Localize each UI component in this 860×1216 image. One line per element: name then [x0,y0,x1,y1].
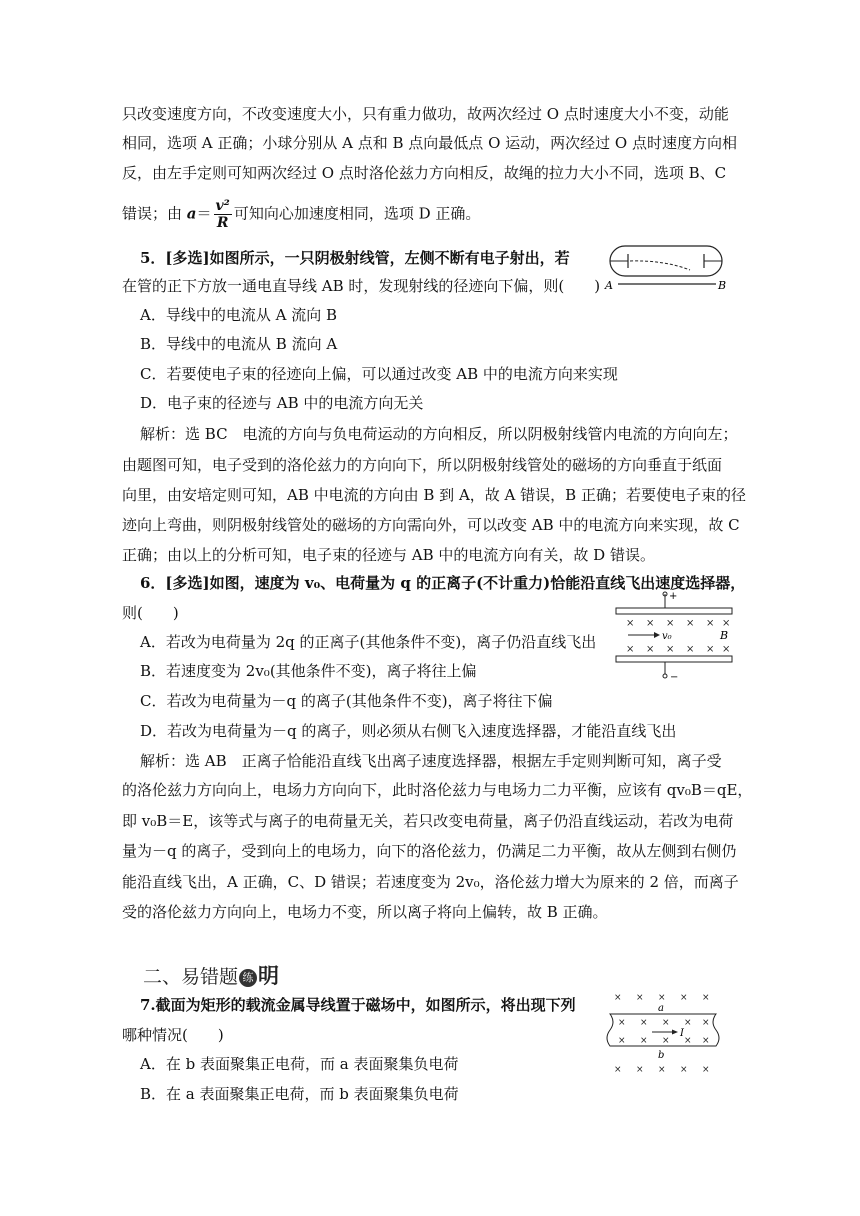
fraction-numerator: v² [215,198,230,214]
formula-eq: ＝ [196,204,212,223]
svg-text:×: × [666,618,675,629]
q5-stem-2: 在管的正下方放一通电直导线 AB 时，发现射线的径迹向下偏，则( ) [122,277,601,295]
svg-text:×: × [658,1065,666,1075]
q5-solution-1: 解析：选 BC 电流的方向与负电荷运动的方向相反，所以阴极射线管内电流的方向向左； [140,425,738,443]
label-b: B [718,279,727,292]
velocity-label: v₀ [662,631,672,642]
svg-text:×: × [702,1065,710,1075]
svg-text:×: × [702,1036,710,1046]
svg-text:×: × [640,1018,648,1028]
q5-solution-5: 正确；由以上的分析可知，电子束的径迹与 AB 中的电流方向有关，故 D 错误。 [122,546,655,564]
svg-text:×: × [618,1036,626,1046]
prev-line-4-start: 错误；由 [122,204,187,223]
q5-option-a: A．导线中的电流从 A 流向 B [140,306,337,324]
svg-text:×: × [614,1065,622,1075]
q7-option-a: A．在 b 表面聚集正电荷，而 a 表面聚集负电荷 [140,1055,459,1073]
field-crosses-row-3 [618,1036,710,1046]
svg-text:×: × [686,644,695,655]
svg-text:×: × [658,993,666,1003]
q7-stem-2: 哪种情况( ) [122,1026,224,1044]
q6-option-c: C．若改为电荷量为－q 的离子(其他条件不变)，离子将往下偏 [140,692,553,710]
svg-text:×: × [636,1065,644,1075]
q6-option-b: B．若速度变为 2v₀(其他条件不变)，离子将往上偏 [140,662,477,680]
bottom-plate [616,656,732,662]
prev-line-4 [122,198,480,231]
svg-text:×: × [626,618,635,629]
q6-option-a: A．若改为电荷量为 2q 的正离子(其他条件不变)，离子仍沿直线飞出 [140,633,597,651]
q6-solution-1: 解析：选 AB 正离子恰能沿直线飞出离子速度选择器，根据左手定则判断可知，离子受 [140,752,722,770]
minus-sign: − [670,672,679,682]
electron-beam-path [630,261,690,270]
cathode-ray-tube-figure [604,242,734,296]
svg-text:×: × [722,618,731,629]
svg-text:×: × [646,618,655,629]
svg-text:×: × [636,993,644,1003]
prev-line-2: 相同，选项 A 正确；小球分别从 A 点和 B 点向最低点 O 运动，两次经过 O 点时速度方向相 [122,134,737,152]
prev-line-3: 反，由左手定则可知两次经过 O 点时洛伦兹力方向相反，故绳的拉力大小不同，选项 B、C [122,164,727,182]
svg-text:×: × [680,1065,688,1075]
prev-line-4-end: 可知向心加速度相同，选项 D 正确。 [233,204,481,223]
surface-label-b: b [658,1050,665,1061]
q7-option-b: B．在 a 表面聚集正电荷，而 b 表面聚集负电荷 [140,1085,459,1103]
svg-text:×: × [666,644,675,655]
q5-option-b: B．导线中的电流从 B 流向 A [140,335,338,353]
velocity-arrow-head [654,632,660,638]
field-crosses-row-1 [614,993,710,1003]
svg-text:×: × [722,644,731,655]
field-label-b: B [720,629,729,642]
svg-text:×: × [686,618,695,629]
svg-text:×: × [662,1018,670,1028]
field-crosses-bottom [626,644,730,655]
section-title-prefix: 二、易错题 [143,966,239,988]
section-badge: 练 [239,969,257,987]
svg-text:×: × [646,644,655,655]
svg-text:×: × [680,993,688,1003]
top-plate [616,608,732,614]
q5-solution-3: 向里，由安培定则可知，AB 中电流的方向由 B 到 A，故 A 错误，B 正确；若要使电子束的径 [122,486,746,504]
formula-fraction [214,198,232,231]
field-crosses-row-2 [618,1018,710,1028]
plus-sign: + [669,591,678,602]
conductor-figure [600,990,726,1080]
q5-option-c: C．若要使电子束的径迹向上偏，可以通过改变 AB 中的电流方向来实现 [140,365,618,383]
svg-text:×: × [614,993,622,1003]
q6-stem-2: 则( ) [122,604,179,622]
velocity-selector-figure [612,590,738,682]
section-title [143,960,279,990]
prev-line-1: 只改变速度方向，不改变速度大小，只有重力做功，故两次经过 O 点时速度大小不变，动能 [122,105,729,123]
field-crosses-row-4 [614,1065,710,1075]
q5-stem-1: 5．[多选]如图所示，一只阴极射线管，左侧不断有电子射出，若 [140,249,570,267]
q6-solution-4: 量为－q 的离子，受到向上的电场力，向下的洛伦兹力，仍满足二力平衡，故从左侧到右侧仍 [122,842,737,860]
current-label: I [680,1028,684,1039]
field-crosses-top [626,618,730,629]
label-a: A [605,279,613,292]
current-arrow-head [672,1030,678,1035]
q5-solution-2: 由题图可知，电子受到的洛伦兹力的方向向下，所以阴极射线管处的磁场的方向垂直于纸面 [122,456,723,474]
svg-text:×: × [706,644,715,655]
svg-text:×: × [684,1036,692,1046]
q6-stem-1: 6．[多选]如图，速度为 v₀、电荷量为 q 的正离子(不计重力)恰能沿直线飞出速度选择器， [140,574,746,592]
svg-text:×: × [706,618,715,629]
q6-solution-3: 即 v₀B＝E，该等式与离子的电荷量无关，若只改变电荷量，离子仍沿直线运动，若改为电荷 [122,812,734,830]
svg-text:×: × [626,644,635,655]
q6-solution-5: 能沿直线飞出，A 正确，C、D 错误；若速度变为 2v₀，洛伦兹力增大为原来的 2 倍，而离子 [122,873,739,891]
svg-text:×: × [640,1036,648,1046]
q5-option-d: D．电子束的径迹与 AB 中的电流方向无关 [140,394,424,412]
svg-text:×: × [618,1018,626,1028]
q5-solution-4: 迹向上弯曲，则阴极射线管处的磁场的方向需向外，可以改变 AB 中的电流方向来实现，故 C [122,516,740,534]
q6-solution-2: 的洛伦兹力方向向上，电场力方向向下，此时洛伦兹力与电场力二力平衡，应该有 qv₀B＝qE， [122,781,753,799]
fraction-denominator: R [216,215,229,231]
minus-terminal [663,674,667,678]
q6-option-d: D．若改为电荷量为－q 的离子，则必须从右侧飞入速度选择器，才能沿直线飞出 [140,722,677,740]
q7-stem-1: 7.截面为矩形的载流金属导线置于磁场中，如图所示，将出现下列 [140,996,576,1014]
svg-text:×: × [702,993,710,1003]
section-title-suffix: 明 [258,964,280,988]
formula-var: a [186,204,197,223]
q6-solution-6: 受的洛伦兹力方向向上，电场力不变，所以离子将向上偏转，故 B 正确。 [122,903,608,921]
svg-text:×: × [662,1036,670,1046]
svg-text:×: × [702,1018,710,1028]
surface-label-a: a [658,1003,664,1014]
svg-text:×: × [684,1018,692,1028]
